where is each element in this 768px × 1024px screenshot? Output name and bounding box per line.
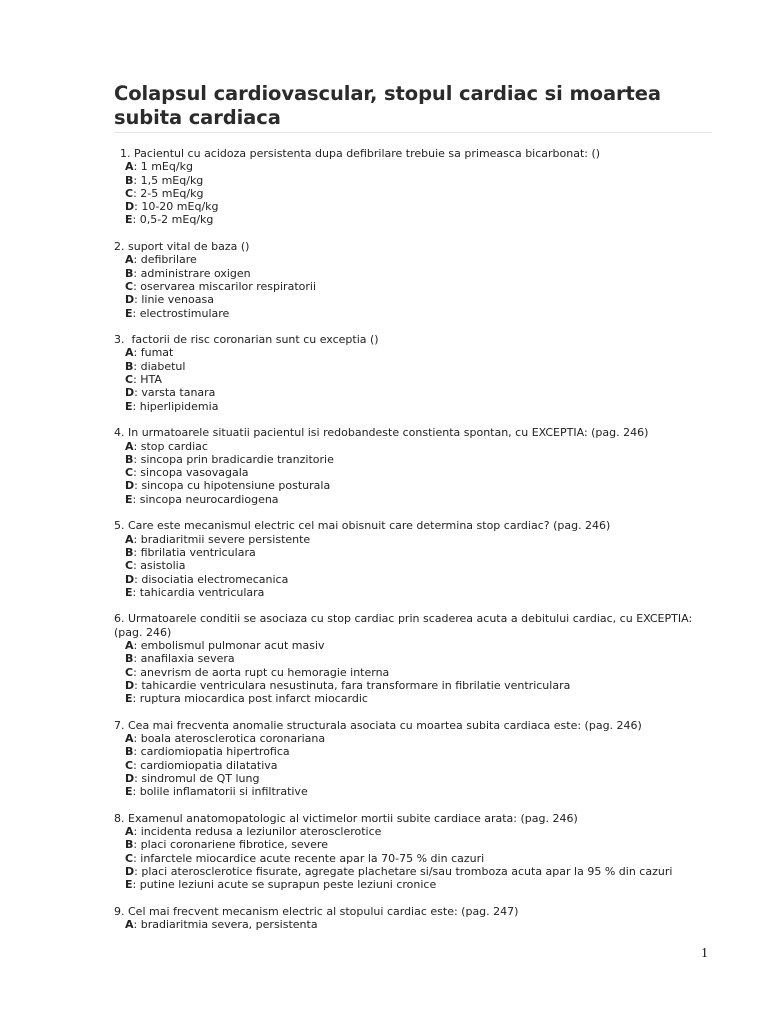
question-text: 3. factorii de risc coronarian sunt cu exceptia () xyxy=(114,333,379,347)
option-letter: E xyxy=(125,399,133,413)
answer-option xyxy=(114,666,712,679)
option-text: : disociatia electromecanica xyxy=(134,572,289,586)
option-text: : fibrilatia ventriculara xyxy=(133,545,256,559)
option-text: : varsta tanara xyxy=(134,386,216,400)
question-item xyxy=(114,240,712,320)
answer-option xyxy=(114,453,712,466)
option-text: : cardiomiopatia dilatativa xyxy=(133,758,278,772)
option-text: : sincopa prin bradicardie tranzitorie xyxy=(133,452,334,466)
option-letter: B xyxy=(125,452,134,466)
answer-option xyxy=(114,267,712,280)
answer-option xyxy=(114,918,712,931)
option-letter: C xyxy=(125,851,134,865)
answer-option xyxy=(114,280,712,293)
answer-option xyxy=(114,200,712,213)
option-text: : cardiomiopatia hipertrofica xyxy=(133,745,290,759)
option-text: : diabetul xyxy=(133,359,186,373)
page-title: Colapsul cardiovascular, stopul cardiac si moartea subita cardiaca xyxy=(114,82,661,129)
answer-option xyxy=(114,187,712,200)
option-letter: E xyxy=(125,692,133,706)
option-letter: A xyxy=(125,160,134,174)
option-letter: D xyxy=(125,678,135,692)
option-letter: A xyxy=(125,825,134,839)
option-letter: C xyxy=(125,279,134,293)
answer-option xyxy=(114,559,712,572)
answer-option xyxy=(114,639,712,652)
answer-option xyxy=(114,174,712,187)
option-text: : placi aterosclerotice fisurate, agregate plachetare si/sau tromboza acuta apar la 95 % din cazuri xyxy=(134,865,673,879)
answer-option xyxy=(114,852,712,865)
option-text: : 0,5-2 mEq/kg xyxy=(132,213,214,227)
question-item xyxy=(114,719,712,799)
option-letter: B xyxy=(125,745,134,759)
page-number: 1 xyxy=(701,946,708,961)
title-divider xyxy=(114,132,712,133)
answer-option xyxy=(114,546,712,559)
question-list xyxy=(114,147,712,932)
question-text: 2. suport vital de baza () xyxy=(114,240,250,254)
option-text: : administrare oxigen xyxy=(133,266,251,280)
option-text: : 2-5 mEq/kg xyxy=(133,186,204,200)
answer-option xyxy=(114,346,712,359)
question-text: 1. Pacientul cu acidoza persistenta dupa defibrilare trebuie sa primeasca bicarbonat: () xyxy=(120,147,601,160)
option-text: : tahicardia ventriculara xyxy=(132,585,265,599)
option-letter: D xyxy=(125,200,135,214)
option-letter: C xyxy=(125,665,134,679)
option-text: : tahicardie ventriculara nesustinuta, fara transformare in fibrilatie ventriculara xyxy=(134,678,571,692)
option-text: : bradiaritmii severe persistente xyxy=(133,532,311,546)
option-letter: D xyxy=(125,386,135,400)
option-letter: B xyxy=(125,838,134,852)
answer-option xyxy=(114,373,712,386)
answer-option xyxy=(114,493,712,506)
option-text: : 10-20 mEq/kg xyxy=(134,200,219,214)
answer-option xyxy=(114,160,712,173)
option-text: : asistolia xyxy=(133,559,186,573)
option-letter: D xyxy=(125,293,135,307)
option-letter: B xyxy=(125,359,134,373)
option-text: : hiperlipidemia xyxy=(132,399,219,413)
option-text: : fumat xyxy=(133,346,174,360)
option-text: : incidenta redusa a leziunilor aterosclerotice xyxy=(133,825,382,839)
option-letter: B xyxy=(125,545,134,559)
answer-option xyxy=(114,759,712,772)
option-letter: A xyxy=(125,732,134,746)
answer-option xyxy=(114,838,712,851)
answer-option xyxy=(114,213,712,226)
option-text: : boala aterosclerotica coronariana xyxy=(133,732,326,746)
answer-option xyxy=(114,533,712,546)
answer-option xyxy=(114,253,712,266)
option-letter: A xyxy=(125,532,134,546)
answer-option xyxy=(114,878,712,891)
answer-option xyxy=(114,679,712,692)
option-letter: C xyxy=(125,373,134,387)
answer-option xyxy=(114,732,712,745)
option-letter: A xyxy=(125,253,134,267)
option-text: : anevrism de aorta rupt cu hemoragie interna xyxy=(133,665,390,679)
option-letter: A xyxy=(125,638,134,652)
option-letter: A xyxy=(125,918,134,932)
option-letter: A xyxy=(125,439,134,453)
answer-option xyxy=(114,772,712,785)
option-text: : bolile inflamatorii si infiltrative xyxy=(132,785,308,799)
option-text: : HTA xyxy=(133,373,162,387)
option-letter: D xyxy=(125,865,135,879)
option-text: : putine leziuni acute se suprapun peste leziuni cronice xyxy=(132,878,437,892)
question-text: 4. In urmatoarele situatii pacientul isi redobandeste constienta spontan, cu EXCEPTIA: (pag. 246) xyxy=(114,426,649,440)
option-text: : bradiaritmia severa, persistenta xyxy=(133,918,318,932)
option-text: : sincopa cu hipotensiune posturala xyxy=(134,479,331,493)
answer-option xyxy=(114,479,712,492)
option-text: : 1,5 mEq/kg xyxy=(133,173,204,187)
option-text: : defibrilare xyxy=(133,253,197,267)
option-letter: C xyxy=(125,466,134,480)
question-item xyxy=(114,905,712,932)
question-item xyxy=(114,519,712,599)
answer-option xyxy=(114,865,712,878)
option-letter: B xyxy=(125,266,134,280)
option-text: : anafilaxia severa xyxy=(133,652,235,666)
answer-option xyxy=(114,400,712,413)
answer-option xyxy=(114,466,712,479)
option-text: : placi coronariene fibrotice, severe xyxy=(133,838,328,852)
option-letter: E xyxy=(125,492,133,506)
answer-option xyxy=(114,652,712,665)
answer-option xyxy=(114,307,712,320)
option-text: : stop cardiac xyxy=(133,439,208,453)
question-item xyxy=(114,333,712,413)
answer-option xyxy=(114,573,712,586)
answer-option xyxy=(114,440,712,453)
question-text: 9. Cel mai frecvent mecanism electric al stopului cardiac este: (pag. 247) xyxy=(114,904,519,918)
answer-option xyxy=(114,785,712,798)
option-text: : sincopa vasovagala xyxy=(133,466,249,480)
option-letter: E xyxy=(125,785,133,799)
question-text: 7. Cea mai frecventa anomalie structurala asociata cu moartea subita cardiaca este: (pag. 246) xyxy=(114,718,642,732)
option-letter: C xyxy=(125,758,134,772)
answer-option xyxy=(114,293,712,306)
document-page xyxy=(114,82,712,945)
answer-option xyxy=(114,692,712,705)
option-letter: E xyxy=(125,585,133,599)
option-text: : linie venoasa xyxy=(134,293,214,307)
question-item xyxy=(114,612,712,705)
option-text: : ruptura miocardica post infarct miocardic xyxy=(132,692,368,706)
question-text: 6. Urmatoarele conditii se asociaza cu stop cardiac prin scaderea acuta a debitului cardiac, cu EXCEPTIA: (pag. 246) xyxy=(114,612,696,639)
option-text: : embolismul pulmonar acut masiv xyxy=(133,638,325,652)
option-text: : sincopa neurocardiogena xyxy=(132,492,279,506)
option-letter: D xyxy=(125,572,135,586)
question-item xyxy=(114,426,712,506)
option-letter: C xyxy=(125,559,134,573)
question-item xyxy=(114,147,712,227)
option-letter: A xyxy=(125,346,134,360)
answer-option xyxy=(114,360,712,373)
option-letter: D xyxy=(125,479,135,493)
option-letter: E xyxy=(125,306,133,320)
option-text: : 1 mEq/kg xyxy=(133,160,193,174)
option-letter: B xyxy=(125,652,134,666)
option-text: : electrostimulare xyxy=(132,306,230,320)
option-text: : infarctele miocardice acute recente apar la 70-75 % din cazuri xyxy=(133,851,485,865)
option-letter: E xyxy=(125,213,133,227)
option-text: : oservarea miscarilor respiratorii xyxy=(133,279,317,293)
answer-option xyxy=(114,586,712,599)
option-letter: B xyxy=(125,173,134,187)
option-letter: C xyxy=(125,186,134,200)
option-letter: E xyxy=(125,878,133,892)
question-text: 8. Examenul anatomopatologic al victimelor mortii subite cardiace arata: (pag. 246) xyxy=(114,811,578,825)
question-text: 5. Care este mecanismul electric cel mai obisnuit care determina stop cardiac? (pag. 246) xyxy=(114,519,611,533)
answer-option xyxy=(114,825,712,838)
option-letter: D xyxy=(125,771,135,785)
question-item xyxy=(114,812,712,892)
answer-option xyxy=(114,386,712,399)
option-text: : sindromul de QT lung xyxy=(134,771,260,785)
answer-option xyxy=(114,745,712,758)
